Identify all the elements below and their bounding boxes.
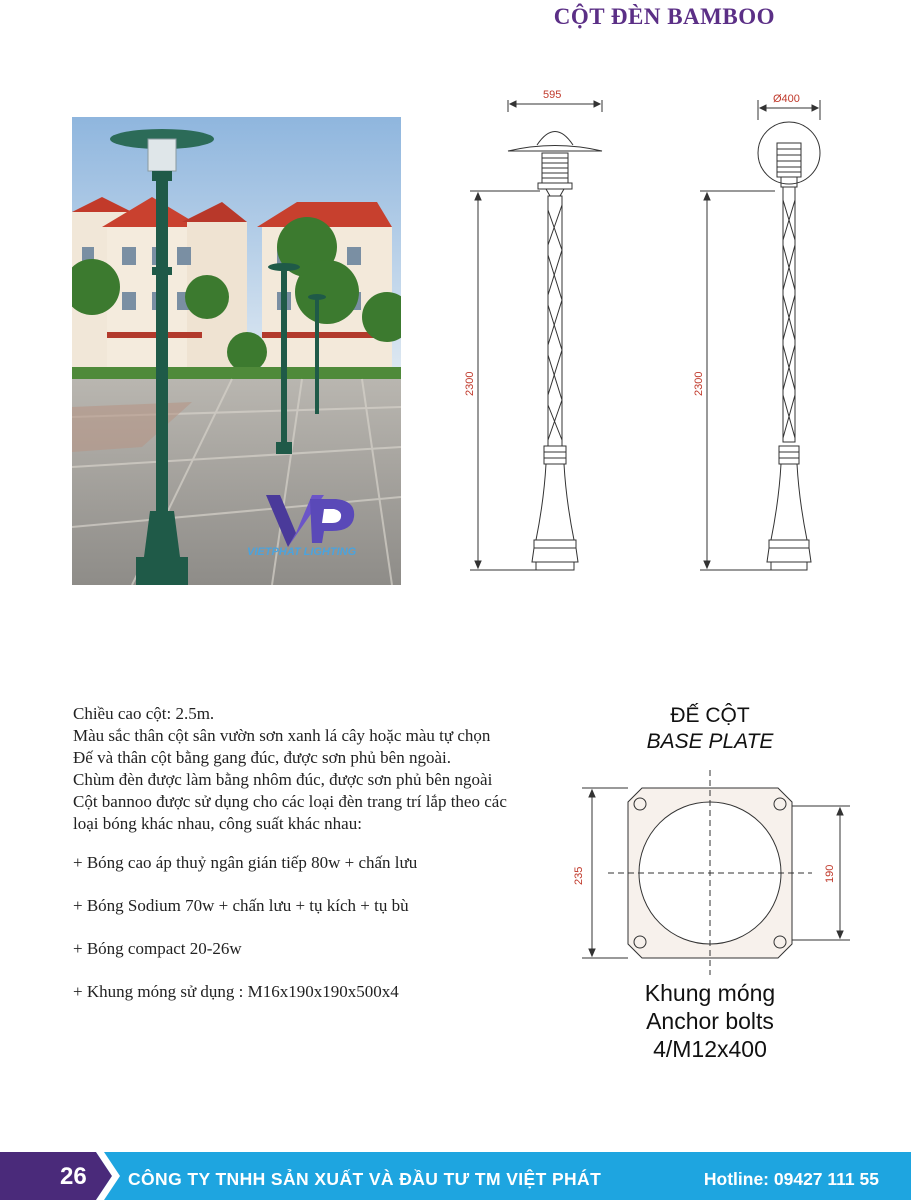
hotline: Hotline: 09427 111 55 — [703, 1169, 879, 1189]
dim-inner-label: 190 — [824, 864, 836, 883]
caption-line: Anchor bolts — [646, 1008, 774, 1034]
dim-height-front-label: 2300 — [693, 371, 705, 396]
base-plate-title-vi: ĐẾ CỘT — [670, 704, 750, 727]
side-view-drawing — [470, 100, 602, 570]
bullet-list — [73, 853, 593, 1025]
desc-line: Chùm đèn được làm bằng nhôm đúc, được sơn phủ bên ngoài — [73, 770, 493, 789]
list-item: + Bóng compact 20-26w — [73, 939, 242, 958]
list-item: + Khung móng sử dụng : M16x190x190x500x4 — [73, 982, 399, 1001]
caption-line: 4/M12x400 — [653, 1036, 767, 1062]
dim-width-label: 595 — [543, 89, 562, 101]
base-plate-title-en: BASE PLATE — [646, 730, 774, 753]
desc-line: loại bóng khác nhau, công suất khác nhau: — [73, 814, 362, 833]
list-item: + Bóng cao áp thuỷ ngân gián tiếp 80w + chấn lưu — [73, 853, 418, 872]
caption-line: Khung móng — [644, 980, 776, 1006]
dim-height-side-label: 2300 — [464, 371, 476, 396]
company-name: CÔNG TY TNHH SẢN XUẤT VÀ ĐẦU TƯ TM VIỆT PHÁT — [128, 1169, 602, 1189]
desc-line: Đế và thân cột bằng gang đúc, được sơn phủ bên ngoài. — [73, 748, 451, 767]
description — [73, 703, 593, 835]
list-item: + Bóng Sodium 70w + chấn lưu + tụ kích + tụ bù — [73, 896, 409, 915]
logo-text: VIETPHAT LIGHTING — [247, 546, 357, 558]
desc-line: Cột bannoo được sử dụng cho các loại đèn trang trí lắp theo các — [73, 792, 507, 811]
desc-line: Màu sắc thân cột sân vườn sơn xanh lá cây hoặc màu tự chọn — [73, 726, 491, 745]
dim-diameter-label: Ø400 — [773, 93, 800, 105]
page-number: 26 — [60, 1163, 87, 1190]
dim-outer-label: 235 — [573, 866, 585, 885]
desc-line: Chiều cao cột: 2.5m. — [73, 704, 215, 723]
base-plate-section — [560, 700, 880, 1070]
page-title: CỘT ĐÈN BAMBOO — [553, 4, 775, 29]
front-view-drawing — [700, 100, 820, 570]
footer-bar — [0, 1152, 911, 1200]
